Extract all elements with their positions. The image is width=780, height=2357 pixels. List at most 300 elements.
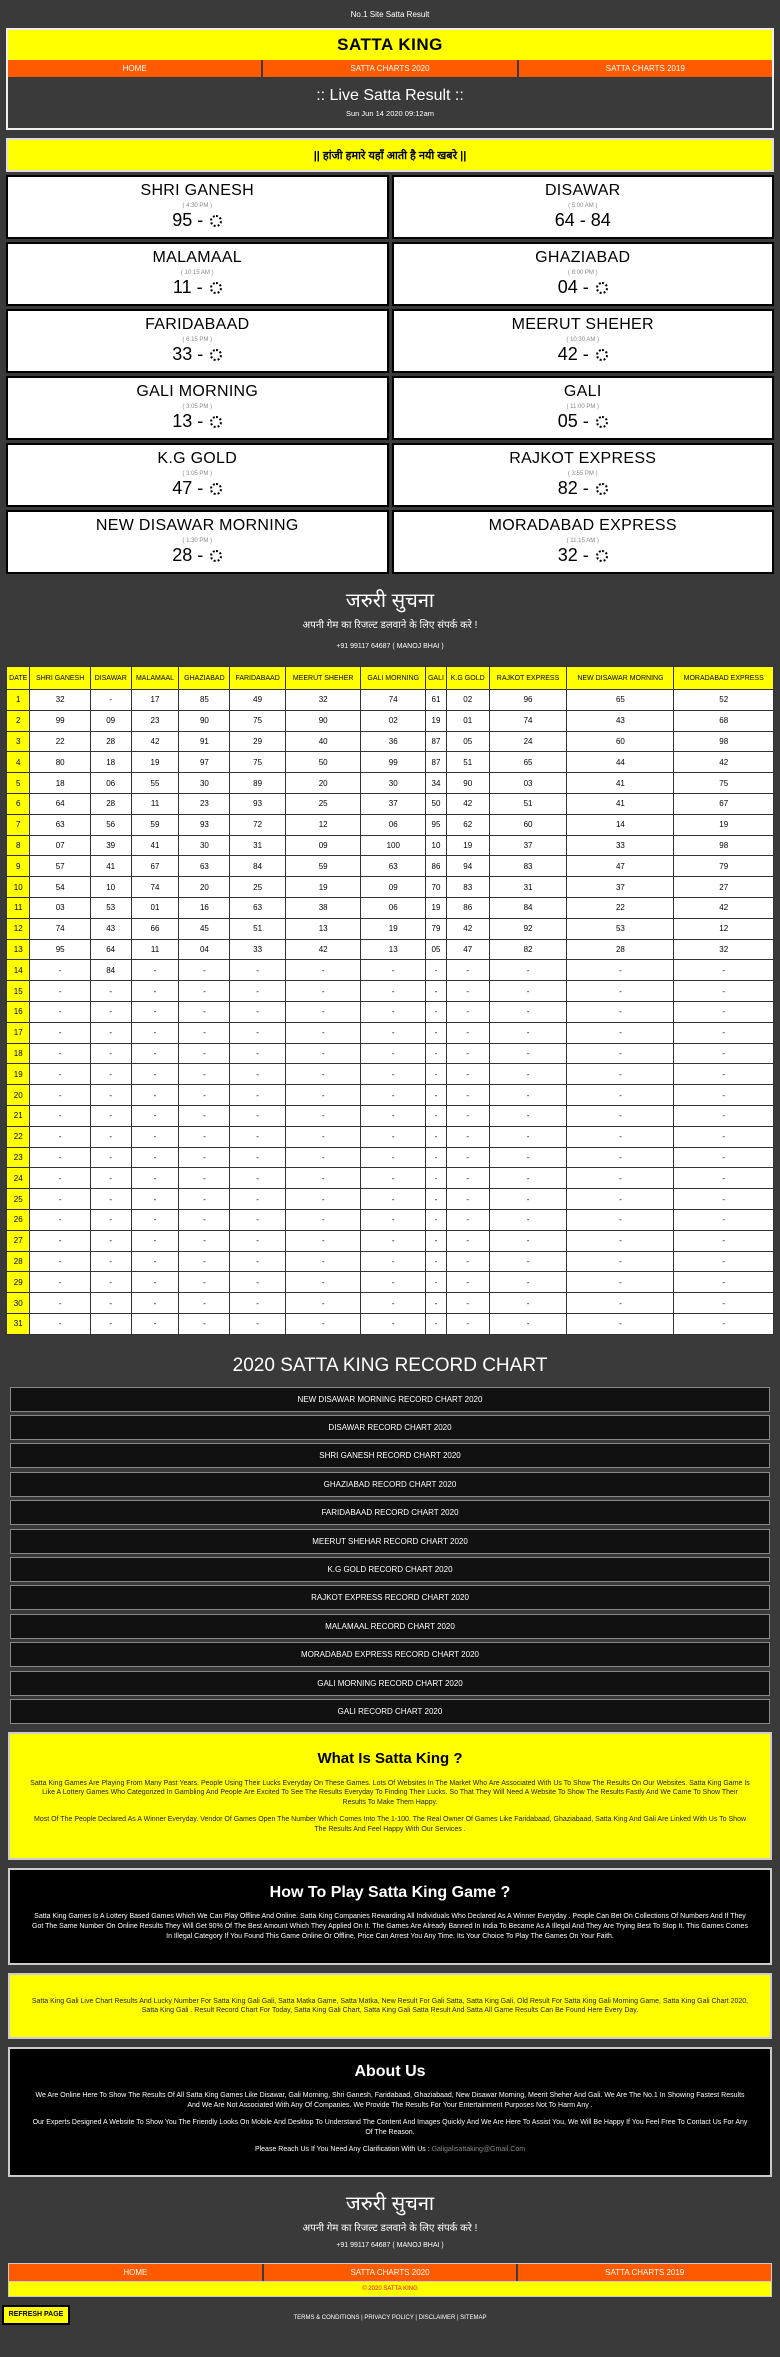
game-result: 32 - bbox=[394, 545, 773, 566]
result-cell: 37 bbox=[361, 793, 426, 814]
notice-sub: अपनी गेम का रिजल्ट डलवाने के लिए संपर्क करे ! bbox=[302, 620, 478, 631]
table-row bbox=[7, 1189, 774, 1210]
result-cell: - bbox=[361, 1085, 426, 1106]
result-cell: - bbox=[446, 1147, 489, 1168]
result-cell: - bbox=[446, 960, 489, 981]
loading-icon bbox=[596, 282, 608, 294]
record-chart-link[interactable]: K.G GOLD RECORD CHART 2020 bbox=[10, 1557, 770, 1582]
game-name: K.G GOLD bbox=[157, 450, 238, 467]
record-chart-title: 2020 SATTA KING RECORD CHART bbox=[232, 1354, 548, 1376]
top-nav bbox=[8, 60, 772, 77]
result-cell: - bbox=[30, 1001, 90, 1022]
result-cell: - bbox=[285, 1147, 360, 1168]
table-row bbox=[7, 1064, 774, 1085]
nav-charts-2020[interactable]: SATTA CHARTS 2020 bbox=[261, 60, 516, 77]
result-cell: 42 bbox=[285, 939, 360, 960]
result-cell: - bbox=[285, 1126, 360, 1147]
result-cell: - bbox=[131, 960, 179, 981]
record-chart-link[interactable]: DISAWAR RECORD CHART 2020 bbox=[10, 1415, 770, 1440]
table-row bbox=[7, 731, 774, 752]
result-cell: - bbox=[285, 960, 360, 981]
result-cell: 41 bbox=[567, 793, 674, 814]
result-cell: 66 bbox=[131, 918, 179, 939]
game-result: 64 - 84 bbox=[554, 210, 611, 230]
result-cell: 53 bbox=[567, 918, 674, 939]
result-cell: - bbox=[230, 1064, 286, 1085]
table-row bbox=[7, 1251, 774, 1272]
previous-result: 82 bbox=[557, 478, 578, 498]
result-cell: 83 bbox=[489, 856, 567, 877]
result-cell: 25 bbox=[230, 877, 286, 898]
result-cell: - bbox=[90, 1189, 131, 1210]
result-cell: 64 bbox=[90, 939, 131, 960]
game-name: MALAMAAL bbox=[152, 249, 243, 266]
footer-nav-charts-2020[interactable]: SATTA CHARTS 2020 bbox=[262, 2264, 517, 2281]
result-cell: - bbox=[489, 960, 567, 981]
game-time: ( 11:00 PM ) bbox=[566, 404, 600, 410]
result-cell: - bbox=[131, 1085, 179, 1106]
result-cell: 30 bbox=[179, 773, 230, 794]
date-cell: 31 bbox=[7, 1313, 30, 1334]
result-cell: 75 bbox=[230, 710, 286, 731]
date-cell: 16 bbox=[7, 1001, 30, 1022]
record-chart-link[interactable]: MALAMAAL RECORD CHART 2020 bbox=[10, 1614, 770, 1639]
result-cell: - bbox=[489, 1209, 567, 1230]
result-cell: - bbox=[361, 1147, 426, 1168]
date-cell: 19 bbox=[7, 1064, 30, 1085]
result-cell: - bbox=[230, 1251, 286, 1272]
result-cell: 67 bbox=[674, 793, 774, 814]
result-cell: - bbox=[446, 1313, 489, 1334]
result-cell: - bbox=[426, 1293, 447, 1314]
result-cell: - bbox=[131, 1105, 179, 1126]
result-cell: 32 bbox=[285, 690, 360, 711]
game-card bbox=[392, 175, 775, 239]
result-cell: 91 bbox=[179, 731, 230, 752]
result-cell: 87 bbox=[426, 752, 447, 773]
record-chart-link[interactable]: GHAZIABAD RECORD CHART 2020 bbox=[10, 1472, 770, 1497]
date-cell: 12 bbox=[7, 918, 30, 939]
result-cell: - bbox=[90, 1209, 131, 1230]
table-row bbox=[7, 1001, 774, 1022]
result-cell: 25 bbox=[285, 793, 360, 814]
notice-heading: जरुरी सुचना bbox=[345, 590, 435, 612]
footer-nav-charts-2019[interactable]: SATTA CHARTS 2019 bbox=[516, 2264, 771, 2281]
game-time: ( 1:30 PM ) bbox=[182, 538, 213, 544]
result-cell: - bbox=[567, 981, 674, 1002]
result-cell: 02 bbox=[446, 690, 489, 711]
result-cell: - bbox=[30, 1043, 90, 1064]
table-header-cell: NEW DISAWAR MORNING bbox=[567, 667, 674, 690]
result-cell: 41 bbox=[567, 773, 674, 794]
result-cell: - bbox=[179, 1168, 230, 1189]
result-cell: - bbox=[361, 1251, 426, 1272]
table-header-cell: SHRI GANESH bbox=[30, 667, 90, 690]
notice-heading-bottom: जरुरी सुचना bbox=[345, 2193, 435, 2216]
result-cell: - bbox=[30, 981, 90, 1002]
result-cell: 90 bbox=[285, 710, 360, 731]
game-name: MORADABAD EXPRESS bbox=[488, 517, 677, 534]
result-cell: - bbox=[131, 1272, 179, 1293]
result-cell: - bbox=[674, 1272, 774, 1293]
game-name: DISAWAR bbox=[544, 182, 621, 199]
result-cell: 86 bbox=[446, 897, 489, 918]
result-cell: 03 bbox=[30, 897, 90, 918]
result-cell: - bbox=[426, 1313, 447, 1334]
result-cell: - bbox=[90, 1168, 131, 1189]
result-cell: - bbox=[489, 1313, 567, 1334]
previous-result: 64 bbox=[554, 210, 575, 230]
date-cell: 30 bbox=[7, 1293, 30, 1314]
result-cell: - bbox=[361, 1126, 426, 1147]
nav-charts-2019[interactable]: SATTA CHARTS 2019 bbox=[517, 60, 772, 77]
about-section bbox=[8, 2047, 772, 2177]
what-is-p2: Most Of The People Declared As A Winner Everyday. Vendor Of Games Open The Number Which Comes Into The 1-100. The Real Owner Of Games Like Faridabaad, Ghaziabaad, Satta King And Gali Are Linked With Us To Show The Results And Feel Happy With Our Services . bbox=[33, 1816, 747, 1833]
table-row bbox=[7, 877, 774, 898]
table-row bbox=[7, 1022, 774, 1043]
date-cell: 27 bbox=[7, 1230, 30, 1251]
result-cell: 57 bbox=[30, 856, 90, 877]
result-cell: 59 bbox=[131, 814, 179, 835]
result-cell: - bbox=[567, 1313, 674, 1334]
result-cell: - bbox=[567, 1147, 674, 1168]
about-title: About Us bbox=[354, 2063, 426, 2081]
result-cell: 19 bbox=[426, 710, 447, 731]
result-cell: 20 bbox=[285, 773, 360, 794]
result-cell: - bbox=[361, 1209, 426, 1230]
result-cell: 03 bbox=[489, 773, 567, 794]
loading-icon bbox=[210, 550, 222, 562]
copyright: © 2020 SATTA KING bbox=[8, 2282, 772, 2297]
date-cell: 11 bbox=[7, 897, 30, 918]
what-is-section bbox=[8, 1732, 772, 1860]
record-chart-link[interactable]: GALI MORNING RECORD CHART 2020 bbox=[10, 1671, 770, 1696]
games-grid bbox=[6, 175, 774, 574]
game-card bbox=[392, 376, 775, 440]
loading-icon bbox=[210, 349, 222, 361]
about-email-link[interactable]: Galigalisattaking@Gmail.Com bbox=[431, 2145, 526, 2153]
record-chart-link[interactable]: FARIDABAAD RECORD CHART 2020 bbox=[10, 1500, 770, 1525]
result-cell: 44 bbox=[567, 752, 674, 773]
result-cell: - bbox=[131, 1168, 179, 1189]
result-cell: - bbox=[90, 1001, 131, 1022]
result-cell: - bbox=[446, 981, 489, 1002]
result-cell: - bbox=[90, 1230, 131, 1251]
date-cell: 23 bbox=[7, 1147, 30, 1168]
result-cell: - bbox=[426, 1189, 447, 1210]
result-cell: 23 bbox=[131, 710, 179, 731]
header bbox=[6, 28, 774, 130]
game-time: ( 3:05 PM ) bbox=[182, 471, 213, 477]
date-cell: 7 bbox=[7, 814, 30, 835]
table-row bbox=[7, 752, 774, 773]
result-cell: - bbox=[90, 1085, 131, 1106]
date-cell: 13 bbox=[7, 939, 30, 960]
result-cell: - bbox=[230, 1085, 286, 1106]
result-cell: - bbox=[567, 1105, 674, 1126]
game-time: ( 8:00 PM ) bbox=[567, 270, 598, 276]
result-cell: 51 bbox=[446, 752, 489, 773]
result-cell: - bbox=[179, 981, 230, 1002]
result-cell: 06 bbox=[361, 897, 426, 918]
table-row bbox=[7, 856, 774, 877]
result-cell: 51 bbox=[489, 793, 567, 814]
result-cell: - bbox=[674, 1064, 774, 1085]
game-time: ( 5:00 AM ) bbox=[568, 203, 598, 209]
result-cell: - bbox=[230, 1168, 286, 1189]
result-cell: 99 bbox=[361, 752, 426, 773]
table-header-cell: DISAWAR bbox=[90, 667, 131, 690]
result-cell: 60 bbox=[489, 814, 567, 835]
about-p1: We Are Online Here To Show The Results Of All Satta King Games Like Disawar, Gali Morning, Shri Ganesh, Faridabaad, Ghaziabaad, New Disawar Morning, Meerit Sheher And Gali. We Are The No.1 In Showing Fastest Results And We Are Not Associated With Any Of Companies. We Provide The Results For Your Entertainment Purposes Not To Harm Any . bbox=[35, 2092, 745, 2110]
result-cell: - bbox=[426, 1147, 447, 1168]
result-cell: 34 bbox=[426, 773, 447, 794]
result-cell: 09 bbox=[90, 710, 131, 731]
result-cell: - bbox=[230, 981, 286, 1002]
result-cell: - bbox=[230, 1126, 286, 1147]
table-header-cell: MEERUT SHEHER bbox=[285, 667, 360, 690]
result-cell: - bbox=[230, 1209, 286, 1230]
result-cell: - bbox=[361, 1230, 426, 1251]
table-row bbox=[7, 1147, 774, 1168]
result-cell: - bbox=[426, 1085, 447, 1106]
result-cell: - bbox=[674, 1251, 774, 1272]
game-card bbox=[392, 309, 775, 373]
result-cell: 19 bbox=[674, 814, 774, 835]
result-cell: - bbox=[230, 1189, 286, 1210]
live-title: :: Live Satta Result :: bbox=[316, 87, 464, 104]
record-chart-link[interactable]: NEW DISAWAR MORNING RECORD CHART 2020 bbox=[10, 1387, 770, 1412]
result-cell: - bbox=[285, 1189, 360, 1210]
result-cell: - bbox=[674, 1022, 774, 1043]
result-cell: 93 bbox=[230, 793, 286, 814]
game-result: 05 - bbox=[394, 411, 773, 432]
date-cell: 2 bbox=[7, 710, 30, 731]
result-cell: 63 bbox=[361, 856, 426, 877]
date-cell: 29 bbox=[7, 1272, 30, 1293]
footer-nav-home[interactable]: HOME bbox=[123, 2268, 148, 2278]
notice-sub-bottom: अपनी गेम का रिजल्ट डलवाने के लिए संपर्क करे ! bbox=[302, 2223, 478, 2235]
result-cell: - bbox=[285, 1168, 360, 1189]
result-cell: - bbox=[30, 1230, 90, 1251]
result-cell: - bbox=[131, 1022, 179, 1043]
what-is-p1: Satta King Games Are Playing From Many Past Years. People Using Their Lucks Everyday On These Games. Lots Of Websites In The Market Who Are Associated With Us To Show The Results On Our Websites. Satta King Game Is Like A Lottery Games Who Categorized In Gambling And People Are Excited To See The Results Everyday To Finding Their Lucks. So That They Will Need A Website To Show The Results Fastly And We Came To Show Their Results To Make Them Happy. bbox=[30, 1780, 750, 1806]
game-result: 04 - bbox=[394, 277, 773, 298]
table-header-cell: MALAMAAL bbox=[131, 667, 179, 690]
footer-nav bbox=[8, 2263, 772, 2282]
result-cell: - bbox=[567, 1230, 674, 1251]
game-card bbox=[6, 309, 389, 373]
result-cell: 13 bbox=[361, 939, 426, 960]
result-cell: 65 bbox=[567, 690, 674, 711]
result-cell: - bbox=[426, 981, 447, 1002]
record-chart-link[interactable]: MORADABAD EXPRESS RECORD CHART 2020 bbox=[10, 1642, 770, 1667]
table-row bbox=[7, 1126, 774, 1147]
result-cell: 72 bbox=[230, 814, 286, 835]
game-result: 95 - bbox=[8, 210, 387, 231]
result-cell: - bbox=[567, 960, 674, 981]
date-cell: 10 bbox=[7, 877, 30, 898]
result-cell: 30 bbox=[179, 835, 230, 856]
result-cell: 02 bbox=[361, 710, 426, 731]
game-time: ( 10:30 AM ) bbox=[566, 337, 600, 343]
record-chart-link[interactable]: SHRI GANESH RECORD CHART 2020 bbox=[10, 1443, 770, 1468]
loading-icon bbox=[596, 483, 608, 495]
result-cell: - bbox=[567, 1126, 674, 1147]
result-cell: - bbox=[285, 1064, 360, 1085]
result-cell: - bbox=[446, 1293, 489, 1314]
result-cell: - bbox=[446, 1105, 489, 1126]
result-cell: - bbox=[285, 1043, 360, 1064]
record-chart-link[interactable]: GALI RECORD CHART 2020 bbox=[10, 1699, 770, 1724]
result-cell: 05 bbox=[446, 731, 489, 752]
date-cell: 28 bbox=[7, 1251, 30, 1272]
result-cell: - bbox=[674, 1043, 774, 1064]
result-cell: 95 bbox=[30, 939, 90, 960]
result-cell: 19 bbox=[131, 752, 179, 773]
result-cell: 56 bbox=[90, 814, 131, 835]
result-cell: 53 bbox=[90, 897, 131, 918]
result-cell: - bbox=[179, 1001, 230, 1022]
result-cell: 42 bbox=[674, 752, 774, 773]
game-name: GHAZIABAD bbox=[535, 249, 631, 266]
game-time: ( 4:30 PM ) bbox=[182, 203, 213, 209]
result-cell: - bbox=[90, 1251, 131, 1272]
result-cell: - bbox=[567, 1209, 674, 1230]
result-cell: 41 bbox=[131, 835, 179, 856]
result-cell: - bbox=[674, 1313, 774, 1334]
gali-info-section bbox=[8, 1973, 772, 2040]
result-cell: - bbox=[489, 1085, 567, 1106]
date-cell: 20 bbox=[7, 1085, 30, 1106]
about-p3 bbox=[30, 2145, 750, 2155]
result-cell: - bbox=[361, 1293, 426, 1314]
how-to-p1: Satta King Games Is A Lottery Based Games Which We Can Play Offline And Online. Satta King Companies Rewarding All Individuals Who Declared As A Winner Everyday . People Can Bet On Collections Of Numbers And If They Got The Same Number On Online Results They Will Get 90% Of The Best Amount Which They Applied On It. The Games Are Already Banned In India To Became As A Illegal And They Are Trying Best To Stop It. This Games Comes In Illegal Category If You Found This Game Online Or Offline, Price Can Arrest You Any Time. Its Your Choice To Play The Games On Your Faith. bbox=[32, 1913, 748, 1940]
result-cell: 28 bbox=[90, 793, 131, 814]
result-cell: 92 bbox=[489, 918, 567, 939]
result-cell: - bbox=[179, 1126, 230, 1147]
record-chart-link[interactable]: MEERUT SHEHAR RECORD CHART 2020 bbox=[10, 1529, 770, 1554]
result-cell: 63 bbox=[30, 814, 90, 835]
result-cell: - bbox=[489, 1126, 567, 1147]
loading-icon bbox=[596, 416, 608, 428]
result-cell: - bbox=[674, 1001, 774, 1022]
result-cell: 45 bbox=[179, 918, 230, 939]
result-cell: - bbox=[674, 1230, 774, 1251]
previous-result: 47 bbox=[172, 478, 193, 498]
result-cell: 19 bbox=[426, 897, 447, 918]
previous-result: 11 bbox=[172, 277, 192, 297]
date-cell: 9 bbox=[7, 856, 30, 877]
result-cell: 83 bbox=[446, 877, 489, 898]
loading-icon bbox=[596, 550, 608, 562]
date-cell: 26 bbox=[7, 1209, 30, 1230]
result-cell: - bbox=[361, 981, 426, 1002]
table-row bbox=[7, 1085, 774, 1106]
result-cell: 85 bbox=[179, 690, 230, 711]
result-cell: - bbox=[674, 1168, 774, 1189]
result-cell: - bbox=[131, 1209, 179, 1230]
result-cell: 97 bbox=[179, 752, 230, 773]
result-cell: - bbox=[30, 960, 90, 981]
table-row bbox=[7, 1230, 774, 1251]
result-cell: - bbox=[489, 1251, 567, 1272]
result-cell: - bbox=[489, 981, 567, 1002]
result-cell: - bbox=[30, 1168, 90, 1189]
result-cell: - bbox=[674, 1126, 774, 1147]
result-cell: - bbox=[30, 1147, 90, 1168]
result-cell: 41 bbox=[90, 856, 131, 877]
nav-home[interactable]: HOME bbox=[122, 64, 147, 73]
game-card bbox=[6, 242, 389, 306]
table-header-cell: FARIDABAAD bbox=[230, 667, 286, 690]
table-header-cell: GALI MORNING bbox=[361, 667, 426, 690]
result-cell: - bbox=[285, 981, 360, 1002]
result-cell: 31 bbox=[230, 835, 286, 856]
result-cell: 18 bbox=[90, 752, 131, 773]
result-cell: 74 bbox=[489, 710, 567, 731]
refresh-page-button[interactable]: REFRESH PAGE bbox=[2, 2305, 70, 2325]
result-cell: - bbox=[131, 1126, 179, 1147]
table-row bbox=[7, 1293, 774, 1314]
result-cell: - bbox=[567, 1168, 674, 1189]
result-cell: 42 bbox=[446, 918, 489, 939]
loading-icon bbox=[210, 282, 222, 294]
date-cell: 25 bbox=[7, 1189, 30, 1210]
result-cell: - bbox=[567, 1251, 674, 1272]
result-cell: 42 bbox=[131, 731, 179, 752]
table-row bbox=[7, 710, 774, 731]
footer-links[interactable]: TERMS & CONDITIONS | PRIVACY POLICY | DISCLAIMER | SITEMAP bbox=[293, 2315, 487, 2322]
result-cell: 11 bbox=[131, 939, 179, 960]
result-cell: 54 bbox=[30, 877, 90, 898]
result-cell: 06 bbox=[361, 814, 426, 835]
result-cell: 63 bbox=[179, 856, 230, 877]
result-cell: - bbox=[179, 1105, 230, 1126]
result-cell: - bbox=[426, 1209, 447, 1230]
result-cell: - bbox=[179, 1064, 230, 1085]
footer-bottom bbox=[0, 2297, 780, 2357]
result-cell: - bbox=[30, 1313, 90, 1334]
result-cell: 68 bbox=[674, 710, 774, 731]
game-card bbox=[6, 376, 389, 440]
result-cell: - bbox=[230, 1272, 286, 1293]
result-cell: - bbox=[674, 1293, 774, 1314]
table-header-cell: GALI bbox=[426, 667, 447, 690]
result-cell: - bbox=[131, 981, 179, 1002]
date-cell: 4 bbox=[7, 752, 30, 773]
result-cell: 93 bbox=[179, 814, 230, 835]
result-cell: 74 bbox=[361, 690, 426, 711]
result-cell: 12 bbox=[674, 918, 774, 939]
game-result: 47 - bbox=[8, 478, 387, 499]
result-cell: - bbox=[489, 1043, 567, 1064]
result-cell: 30 bbox=[361, 773, 426, 794]
result-cell: - bbox=[131, 1189, 179, 1210]
result-cell: 22 bbox=[30, 731, 90, 752]
result-cell: - bbox=[285, 1209, 360, 1230]
result-cell: 42 bbox=[674, 897, 774, 918]
result-cell: - bbox=[426, 1230, 447, 1251]
result-cell: 14 bbox=[567, 814, 674, 835]
result-cell: - bbox=[674, 1209, 774, 1230]
result-cell: - bbox=[30, 1251, 90, 1272]
record-chart-link[interactable]: RAJKOT EXPRESS RECORD CHART 2020 bbox=[10, 1585, 770, 1610]
result-cell: 20 bbox=[179, 877, 230, 898]
site-title[interactable]: SATTA KING bbox=[8, 30, 772, 60]
result-cell: 04 bbox=[179, 939, 230, 960]
result-cell: - bbox=[90, 1064, 131, 1085]
